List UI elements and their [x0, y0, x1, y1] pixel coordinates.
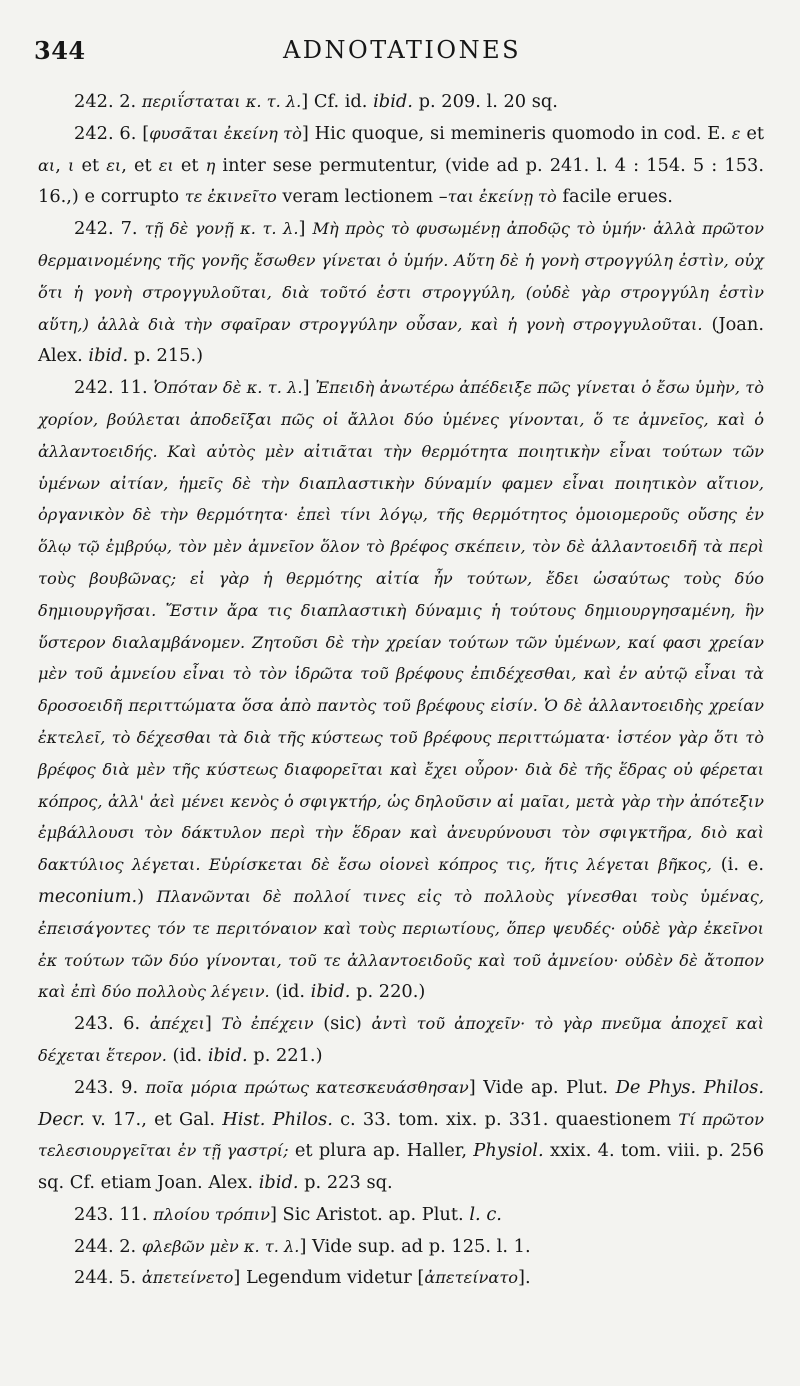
latin-text: facile erues.: [556, 186, 673, 208]
annotation-note: [38, 1008, 764, 1072]
note-reference: 244. 5.: [74, 1267, 142, 1289]
latin-text: (sic): [313, 1013, 372, 1035]
latin-text: p. 221.): [247, 1044, 323, 1066]
greek-text: ει: [106, 155, 122, 175]
greek-text: τῇ δὲ γονῇ κ. τ. λ.: [144, 219, 299, 239]
greek-text: ει: [158, 155, 174, 175]
greek-text: ε: [731, 123, 741, 143]
latin-text: ] Hic quoque, si memineris quomodo in cod. E.: [301, 122, 732, 144]
latin-text: ] Vide ap. Plut.: [468, 1076, 616, 1098]
latin-text: ] Cf. id.: [301, 91, 374, 112]
greek-text: φλεβῶν μὲν κ. τ. λ.: [141, 1236, 300, 1256]
note-reference: 244. 2.: [74, 1235, 142, 1257]
note-reference: 242. 7.: [74, 218, 145, 240]
latin-text: v. 17., et Gal.: [84, 1108, 223, 1130]
italic-text: meconium.: [38, 885, 138, 907]
greek-text: η: [205, 155, 216, 175]
latin-text: p. 220.): [350, 981, 426, 1003]
greek-text: φυσᾶται ἐκείνη τὸ: [149, 123, 302, 143]
annotations-body: [38, 86, 764, 1294]
note-reference: 243. 9.: [74, 1076, 146, 1098]
latin-text: (Joan. Alex.: [38, 313, 764, 367]
greek-text: περιΐσταται κ. τ. λ.: [141, 92, 302, 111]
latin-text: (id.: [269, 981, 311, 1003]
page-number: 344: [34, 36, 86, 65]
note-reference: 242. 11.: [74, 377, 154, 399]
annotation-note: [38, 118, 764, 213]
italic-text: Physiol.: [473, 1140, 544, 1162]
latin-text: c. 33. tom. xix. p. 331. quaestionem: [332, 1108, 679, 1130]
latin-text: ]: [298, 218, 313, 240]
annotation-note: [38, 1072, 764, 1199]
latin-text: [: [142, 122, 150, 144]
latin-text: et: [173, 154, 206, 176]
latin-text: , et: [121, 154, 159, 176]
greek-text: τε ἐκινεῖτο: [184, 187, 277, 207]
latin-text: et plura ap. Haller,: [288, 1140, 474, 1162]
greek-text: Ὁπόταν δὲ κ. τ. λ.: [153, 378, 303, 398]
latin-text: (id.: [166, 1044, 208, 1066]
greek-text: ἀντὶ τοῦ ἀποχεῖν· τὸ γὰρ πνεῦμα ἀποχεῖ καὶ δέχεται ἕτερον.: [38, 1014, 764, 1065]
latin-text: veram lectionem –: [276, 186, 448, 208]
annotation-note: [38, 86, 764, 118]
latin-text: ].: [518, 1267, 531, 1289]
latin-text: ] Sic Aristot. ap. Plut.: [269, 1203, 470, 1225]
greek-text: ται ἐκείνῃ τὸ: [447, 187, 557, 207]
latin-text: xxix. 4. tom. viii. p. 256 sq. Cf. etiam Joan. Alex.: [38, 1140, 765, 1194]
annotation-note: [38, 1231, 764, 1263]
latin-text: p. 209. l. 20 sq.: [412, 91, 558, 112]
note-reference: 242. 6.: [74, 122, 143, 144]
greek-text: αι: [38, 155, 56, 175]
running-head: ADNOTATIONES: [282, 36, 522, 64]
greek-text: ἀπέχει: [149, 1014, 205, 1034]
annotation-note: [38, 213, 764, 372]
italic-text: ibid.: [310, 981, 351, 1003]
latin-text: et: [740, 122, 764, 144]
greek-text: ἀπετείνατο: [424, 1268, 519, 1288]
note-reference: 242. 2.: [74, 91, 142, 112]
latin-text: et: [74, 154, 107, 176]
annotation-note: [38, 372, 764, 1008]
greek-text: ποῖα μόρια πρώτως κατεσκευάσθησαν: [145, 1077, 469, 1097]
greek-text: ι: [68, 155, 75, 175]
italic-text: ibid.: [207, 1044, 248, 1066]
latin-text: ,: [55, 154, 69, 176]
latin-text: ]: [302, 377, 316, 399]
greek-text: Μὴ πρὸς τὸ φυσωμένῃ ἀποδῷς τὸ ὑμήν· ἀλλὰ πρῶτον θερμαινομένης τῆς γονῆς ἔσωθεν γίνεται ὁ ὑμήν. Αὕτη δὲ ἡ γονὴ στρογγύλη ἐστὶν, οὐχ ὅτι ἡ γονὴ στρογγυλοῦται, διὰ τοῦτό ἐστι στρογγύλη, (οὐδὲ γὰρ στρογγύλη ἐστὶν αὕτη,) ἀλλὰ διὰ τὴν σφαῖραν στρογγύλην οὖσαν, καὶ ἡ γονὴ στρογγυλοῦται.: [38, 219, 764, 334]
italic-text: ibid.: [258, 1172, 299, 1194]
latin-text: inter sese permutentur, (vide ad p. 241. l. 4 : 154. 5 : 153. 16.,) e corrupto: [38, 154, 764, 208]
latin-text: ] Legendum videtur [: [233, 1267, 425, 1289]
page-header: [34, 36, 770, 68]
note-reference: 243. 11.: [74, 1203, 154, 1225]
greek-text: ἀπετείνετο: [141, 1268, 234, 1288]
greek-text: Πλανῶνται δὲ πολλοί τινες εἰς τὸ πολλοὺς γίνεσθαι τοὺς ὑμένας, ἐπεισάγοντες τόν τε περιτόναιον καὶ τοὺς περιωτίους, ὅπερ ψευδές· οὐδὲ γὰρ ἐκεῖνοι ἐκ τούτων τῶν δύο γίνονται, τοῦ τε ἀλλαντοειδοῦς καὶ τοῦ ἀμνείου· οὐδὲν δὲ ἄτοπον καὶ ἐπὶ δύο πολλοὺς λέγειν.: [38, 886, 764, 1002]
italic-text: Hist. Philos.: [222, 1108, 333, 1130]
italic-text: ibid.: [373, 91, 413, 112]
greek-text: Τί πρῶτον τελεσιουργεῖται ἐν τῇ γαστρί;: [38, 1109, 765, 1161]
latin-text: ]: [204, 1013, 222, 1035]
greek-text: πλοίου τρόπιν: [153, 1204, 270, 1224]
annotation-note: [38, 1262, 764, 1294]
latin-text: p. 223 sq.: [298, 1172, 393, 1194]
italic-text: De Phys. Philos. Decr.: [38, 1076, 764, 1130]
annotation-note: [38, 1199, 764, 1231]
latin-text: p. 215.): [128, 345, 204, 367]
latin-text: (i. e.: [711, 854, 764, 876]
italic-text: ibid.: [88, 345, 129, 367]
italic-text: l. c.: [469, 1203, 502, 1225]
latin-text: ): [137, 885, 157, 907]
note-reference: 243. 6.: [74, 1013, 150, 1035]
greek-text: Ἐπειδὴ ἀνωτέρω ἀπέδειξε πῶς γίνεται ὁ ἔσω ὑμὴν, τὸ χορίον, βούλεται ἀποδεῖξαι πῶς οἱ ἄλλοι δύο ὑμένες γίνονται, ὅ τε ἀμνεῖος, καὶ ὁ ἀλλαντοειδής. Καὶ αὐτὸς μὲν αἰτιᾶται τὴν θερμότητα ποιητικὴν εἶναι τούτων τῶν ὑμένων αἰτίαν, ἡμεῖς δὲ τὴν διαπλαστικὴν δύναμίν φαμεν εἶναι ποιητικὸν αἴτιον, ὀργανικὸν δὲ τὴν θερμότητα· ἐπεὶ τίνι λόγῳ, τῆς θερμότητος ὁμοιομεροῦς οὔσης ἐν ὅλῳ τῷ ἐμβρύῳ, τὸν μὲν ἀμνεῖον ὅλον τὸ βρέφος σκέπειν, τὸν δὲ ἀλλαντοειδῆ τὰ περὶ τοὺς βουβῶνας; εἰ γὰρ ἡ θερμότης αἰτία ἦν τούτων, ἔδει ὡσαύτως τοὺς δύο δημιουργῆσαι. Ἔστιν ἄρα τις διαπλαστικὴ δύναμις ἡ τούτους δημιουργησαμένη, ἣν ὕστερον διαλαμβάνομεν. Ζητοῦσι δὲ τὴν χρείαν τούτων τῶν ὑμένων, καί φασι χρείαν μὲν τοῦ ἀμνείου εἶναι τὸ τὸν ἱδρῶτα τοῦ βρέφους ἐπιδέχεσθαι, καὶ ἐν αὐτῷ εἶναι τὰ δροσοειδῆ περιττώματα ὅσα ἀπὸ παντὸς τοῦ βρέφους εἰσίν. Ὁ δὲ ἀλλαντοειδὴς χρείαν ἐκτελεῖ, τὸ δέχεσθαι τὰ διὰ τῆς κύστεως τοῦ βρέφους περιττώματα· ἰστέον γὰρ ὅτι τὸ βρέφος διὰ μὲν τῆς κύστεως διαφορεῖται καὶ ἔχει οὖρον· διὰ δὲ τῆς ἕδρας οὐ φέρεται κόπρος, ἀλλ' ἀεὶ μένει κενὸς ὁ σφιγκτήρ, ὡς δηλοῦσιν αἱ μαῖαι, μετὰ γὰρ τὴν ἀπότεξιν ἐμβάλλουσι τὸν δάκτυλον περὶ τὴν ἕδραν καὶ ἀνευρύνουσι τὸν σφιγκτῆρα, διὸ καὶ δακτύλιος λέγεται. Εὑρίσκεται δὲ ἔσω οἱονεὶ κόπρος τις, ἥτις λέγεται βῆκος,: [38, 378, 765, 875]
greek-text: Τὸ ἐπέχειν: [221, 1014, 314, 1034]
latin-text: ] Vide sup. ad p. 125. l. 1.: [299, 1235, 531, 1257]
